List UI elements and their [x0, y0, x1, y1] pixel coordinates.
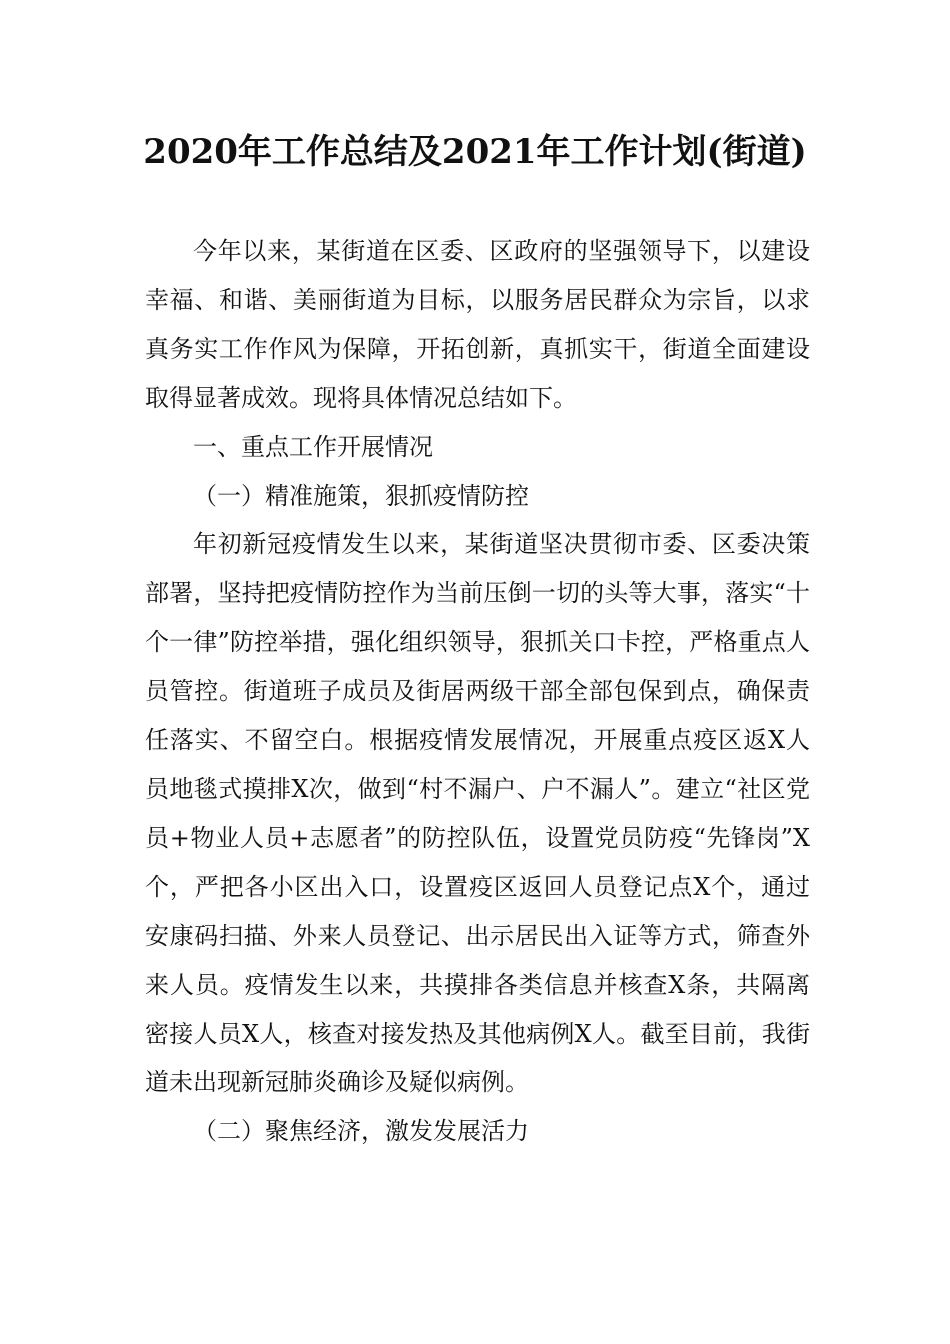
subsection-heading-1: （一）精准施策，狠抓疫情防控 [193, 481, 529, 510]
subsection-heading-2: （二）聚焦经济，激发发展活力 [193, 1117, 529, 1146]
document-title: 2020年工作总结及2021年工作计划(街道) [143, 132, 807, 172]
section-heading-1: 一、重点工作开展情况 [193, 432, 433, 461]
document-body [145, 227, 810, 1156]
intro-paragraph: 今年以来，某街道在区委、区政府的坚强领导下，以建设幸福、和谐、美丽街道为目标，以服务居民群众为宗旨，以求真务实工作作风为保障，开拓创新，真抓实干，街道全面建设取得显著成效。现将具体情况总结如下。 [145, 237, 810, 412]
epidemic-paragraph: 年初新冠疫情发生以来，某街道坚决贯彻市委、区委决策部署，坚持把疫情防控作为当前压倒一切的头等大事，落实“十个一律”防控举措，强化组织领导，狠抓关口卡控，严格重点人员管控。街道班子成员及街居两级干部全部包保到点，确保责任落实、不留空白。根据疫情发展情况，开展重点疫区返X人员地毯式摸排X次，做到“村不漏户、户不漏人”。建立“社区党员+物业人员+志愿者”的防控队伍，设置党员防疫“先锋岗”X个，严把各小区出入口，设置疫区返回人员登记点X个，通过安康码扫描、外来人员登记、出示居民出入证等方式，筛查外来人员。疫情发生以来，共摸排各类信息并核查X条，共隔离密接人员X人，核查对接发热及其他病例X人。截至目前，我街道未出现新冠肺炎确诊及疑似病例。 [145, 530, 810, 1097]
